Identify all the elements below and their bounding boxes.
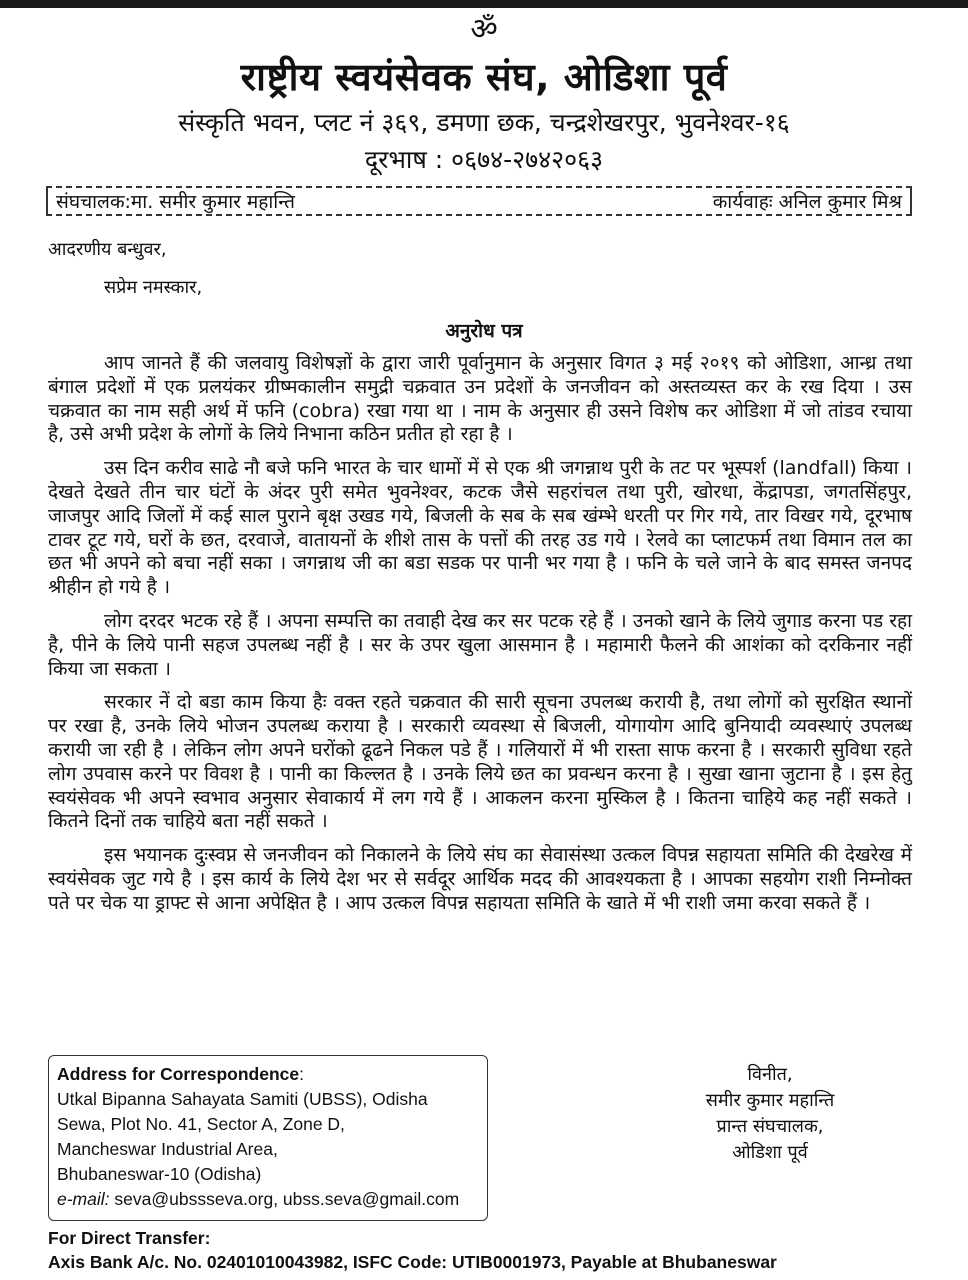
org-phone: दूरभाष : ०६७४-२७४२०६३ (364, 145, 604, 174)
letter-body (48, 352, 912, 926)
email-addresses[interactable]: seva@ubssseva.org, ubss.seva@gmail.com (114, 1189, 460, 1209)
transfer-details: Axis Bank A/c. No. 02401010043982, ISFC Code: UTIB0001973, Payable at Bhubaneswar (48, 1252, 777, 1272)
paragraph-2: उस दिन करीव साढे नौ बजे फनि भारत के चार धामों में से एक श्री जगन्नाथ पुरी के तट पर भूस्पर्श (landfall) किया । देखते देखते तीन चार घंटों के अंदर पुरी समेत भुवनेश्वर, कटक जैसे सहरांचल तथा पुरी, खोरधा, केंद्रापडा, जगतसिंहपुर, जाजपुर आदि जिलों में कई साल पुराने बृक्ष उखड गये, बिजली के सब के सब खंम्भे धरती पर गिर गये, तार विखर गये, दूरभाष टावर टूट गये, घरों के छत, दरवाजे, वातायनों के शीशे तास के पत्तों की तरह उड गये । रेलवे का प्लाटफर्म तथा विमान तल का छत भी अपने को बचा नहीं सका । जगन्नाथ जी का बडा सडक पर पानी भर गया है । फनि के चले जाने के बाद समस्त जनपद श्रीहीन हो गये है । (48, 457, 912, 599)
correspondence-heading-colon: : (299, 1064, 305, 1084)
correspondence-heading: Address for Correspondence (57, 1064, 300, 1084)
sanghchalak-name: संघचालक:मा. समीर कुमार महान्ति (56, 191, 295, 213)
salutation: आदरणीय बन्धुवर, (48, 239, 167, 260)
correspondence-heading-line (57, 1062, 479, 1087)
letter-subject: अनुरोध पत्र (445, 320, 523, 342)
paragraph-5: इस भयानक दुःस्वप्न से जनजीवन को निकालने के लिये संघ का सेवासंस्था उत्कल विपन्न सहायता समिति की देखरेख में स्वयंसेवक जुट गये है । इस कार्य के लिये देश भर से सर्वदूर आर्थिक मदद की आवश्यकता है । आपका सहयोग राशी निम्नोक्त पते पर चेक या ड्राफ्ट से आना अपेक्षित है । आप उत्कल विपन्न सहायता समिति के खाते में भी राशी जमा करवा सकते हैं । (48, 844, 912, 914)
signoff-closing: विनीत, (747, 1064, 793, 1085)
org-title: राष्ट्रीय स्वयंसेवक संघ, ओडिशा पूर्व (240, 55, 728, 99)
email-label: e-mail: (57, 1189, 110, 1209)
top-border (0, 0, 968, 8)
correspondence-box (48, 1055, 488, 1221)
signoff-name: समीर कुमार महान्ति (705, 1090, 835, 1111)
signoff-designation: प्रान्त संघचालक, (716, 1116, 824, 1137)
om-symbol: ॐ (470, 12, 498, 47)
address-line-2: Sewa, Plot No. 41, Sector A, Zone D, (57, 1114, 345, 1134)
karyavah-name: कार्यवाहः अनिल कुमार मिश्र (712, 191, 902, 213)
address-line-1: Utkal Bipanna Sahayata Samiti (UBSS), Odisha (57, 1089, 428, 1109)
bank-transfer-block (48, 1226, 928, 1274)
transfer-heading: For Direct Transfer: (48, 1228, 211, 1248)
email-line (57, 1187, 479, 1212)
paragraph-3: लोग दरदर भटक रहे हैं । अपना सम्पत्ति का तवाही देख कर सर पटक रहे हैं । उनको खाने के लिये जुगाड करना पड रहा है, पीने के लिये पानी सहज उपलब्ध नहीं है । सर के उपर खुला आसमान है । महामारी फैलने की आशंका को दरकिनार नहीं किया जा सकता । (48, 609, 912, 680)
signoff-region: ओडिशा पूर्व (732, 1142, 808, 1163)
address-line-4: Bhubaneswar-10 (Odisha) (57, 1164, 262, 1184)
paragraph-1: आप जानते हैं की जलवायु विशेषज्ञों के द्वारा जारी पूर्वानुमान के अनुसार विगत ३ मई २०१९ को ओडिशा, आन्ध्र तथा बंगाल प्रदेशों में एक प्रलयंकर ग्रीष्मकालीन समुद्री चक्रवात उन प्रदेशों के जनजीवन को अस्तव्यस्त कर के रख दिया । उस चक्रवात का नाम सही अर्थ में फनि (cobra) रखा गया था । नाम के अनुसार ही उसने विशेष कर ओडिशा में जो तांडव रचाया है, उसे अभी प्रदेश के लोगों के लिये निभाना कठिन प्रतीत हो रहा है । (48, 352, 912, 446)
org-address: संस्कृति भवन, प्लट नं ३६९, डमणा छक, चन्द्रशेखरपुर, भुवनेश्वर-१६ (178, 108, 790, 137)
signoff-block (650, 1062, 890, 1166)
paragraph-4: सरकार नें दो बडा काम किया हैः वक्त रहते चक्रवात की सारी सूचना उपलब्ध करायी है, तथा लोगों को सुरक्षित स्थानों पर रखा है, उनके लिये भोजन उपलब्ध कराया है । सरकारी व्यवस्था से बिजली, योगायोग आदि बुनियादी व्यवस्थाएं उपलब्ध करायी जा रही है । लेकिन लोग अपने घरोंको ढूढने निकल पडे हैं । गलियारों में भी रास्ता साफ करना है । सरकारी सुविधा रहते लोग उपवास करने पर विवश है । पानी का किल्लत है । उनके लिये छत का प्रवन्धन करना है । सुखा खाना जुटाना है । इस हेतु स्वयंसेवक भी अपने स्वभाव अनुसार सेवाकार्य में लग गये हैं । आकलन करना मुस्किल है । कितना चाहिये कह नहीं सकते । कितने दिनों तक चाहिये बता नहीं सकते । (48, 691, 912, 833)
greeting: सप्रेम नमस्कार, (104, 277, 203, 298)
officials-bar (46, 186, 912, 216)
address-line-3: Mancheswar Industrial Area, (57, 1139, 278, 1159)
